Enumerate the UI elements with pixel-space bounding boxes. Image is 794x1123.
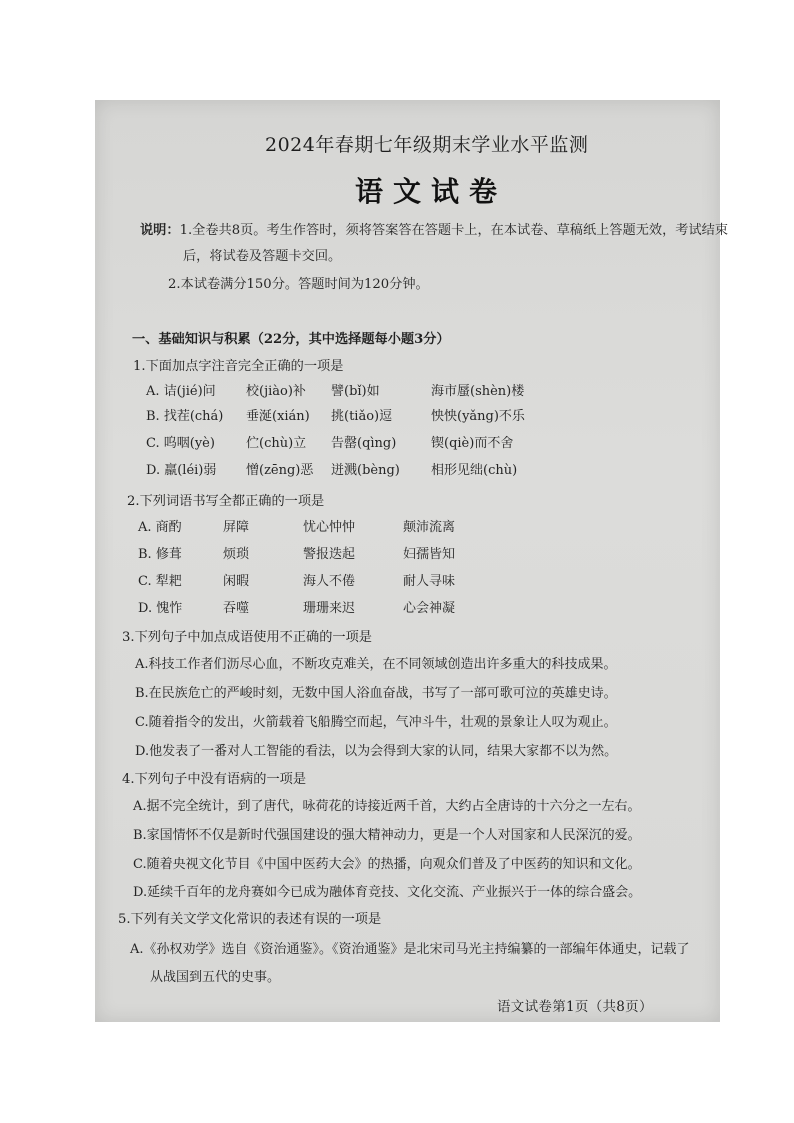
option-cell: C. 犁耙 <box>138 574 182 589</box>
option-cell: 譬(bǐ)如 <box>331 384 380 399</box>
question-3-option-d: D.他发表了一番对人工智能的看法，以为会得到大家的认同，结果大家都不以为然。 <box>135 744 618 759</box>
option-cell: 妇孺皆知 <box>403 547 456 562</box>
option-cell: 颠沛流离 <box>403 520 456 535</box>
question-4-option-d: D.延续千百年的龙舟赛如今已成为融体育竞技、文化交流、产业振兴于一体的综合盛会。 <box>133 885 642 900</box>
question-2-stem: 2.下列词语书写全都正确的一项是 <box>127 494 325 509</box>
option-cell: 心会神凝 <box>403 601 456 616</box>
option-cell: B. 找茬(chá) <box>146 409 224 424</box>
option-cell: 海市蜃(shèn)楼 <box>431 384 525 399</box>
option-cell: 校(jiào)补 <box>246 384 306 399</box>
option-cell: 吞噬 <box>223 601 250 616</box>
option-cell: B. 修葺 <box>138 547 182 562</box>
notes-line-1b: 后，将试卷及答题卡交回。 <box>183 249 342 264</box>
option-cell: 怏怏(yǎng)不乐 <box>431 409 525 424</box>
question-2-option-row <box>138 516 578 543</box>
question-4-option-a: A.据不完全统计，到了唐代，咏荷花的诗接近两千首，大约占全唐诗的十六分之一左右。 <box>133 799 641 814</box>
notes-label: 说明： <box>140 223 180 238</box>
exam-title: 2024年春期七年级期末学业水平监测 <box>265 134 589 156</box>
option-cell: 垂涎(xián) <box>246 409 310 424</box>
question-1-option-row <box>146 380 586 405</box>
option-cell: D. 愧怍 <box>138 601 183 616</box>
option-cell: 憎(zēng)恶 <box>246 463 314 478</box>
question-5-option-a-line-1: A.《孙权劝学》选自《资治通鉴》。《资治通鉴》是北宋司马光主持编纂的一部编年体通史，记载了 <box>130 942 690 957</box>
option-cell: 珊珊来迟 <box>303 601 356 616</box>
option-cell: 海人不倦 <box>303 574 356 589</box>
option-cell: 耐人寻味 <box>403 574 456 589</box>
question-1-option-row <box>146 459 586 486</box>
question-5-stem: 5.下列有关文学文化常识的表述有误的一项是 <box>118 912 382 927</box>
question-3-option-c: C.随着指令的发出，火箭载着飞船腾空而起，气冲斗牛，壮观的景象让人叹为观止。 <box>135 715 617 730</box>
question-3-option-a: A.科技工作者们沥尽心血，不断攻克难关，在不同领域创造出许多重大的科技成果。 <box>135 657 617 672</box>
option-cell: 闲暇 <box>223 574 250 589</box>
option-cell: 烦琐 <box>223 547 250 562</box>
option-cell: 锲(qiè)而不舍 <box>431 436 514 451</box>
paper-subtitle: 语文试卷 <box>355 175 508 208</box>
question-1-options <box>146 380 586 486</box>
option-cell: D. 羸(léi)弱 <box>146 463 217 478</box>
question-2-option-row <box>138 543 578 570</box>
question-4-stem: 4.下列句子中没有语病的一项是 <box>122 772 307 787</box>
question-3-stem: 3.下列句子中加点成语使用不正确的一项是 <box>122 630 372 645</box>
question-4-option-b: B.家国情怀不仅是新时代强国建设的强大精神动力，更是一个人对国家和人民深沉的爱。 <box>133 828 641 843</box>
option-cell: 告罄(qìng) <box>331 436 397 451</box>
option-cell: 伫(chù)立 <box>246 436 307 451</box>
option-cell: 警报迭起 <box>303 547 356 562</box>
question-2-option-row <box>138 597 578 624</box>
section-heading: 一、基础知识与积累（22分，其中选择题每小题3分） <box>132 332 450 347</box>
option-cell: 相形见绌(chù) <box>431 463 518 478</box>
option-cell: A. 商酌 <box>138 520 182 535</box>
question-5-option-a-line-2: 从战国到五代的史事。 <box>150 970 281 985</box>
question-1-option-row <box>146 432 586 459</box>
option-cell: 迸溅(bèng) <box>331 463 400 478</box>
option-cell: A. 诘(jié)问 <box>146 384 216 399</box>
question-3-option-b: B.在民族危亡的严峻时刻，无数中国人浴血奋战，书写了一部可歌可泣的英雄史诗。 <box>135 686 617 701</box>
page-number: 语文试卷第1页（共8页） <box>497 999 653 1015</box>
question-2-option-row <box>138 570 578 597</box>
option-cell: 挑(tiǎo)逗 <box>331 409 393 424</box>
question-1-stem: 1.下面加点字注音完全正确的一项是 <box>133 359 344 374</box>
question-4-option-c: C.随着央视文化节目《中国中医药大会》的热播，向观众们普及了中医药的知识和文化。 <box>133 857 641 872</box>
question-2-options <box>138 516 578 624</box>
notes-text-1: 1.全卷共8页。考生作答时，须将答案答在答题卡上，在本试卷、草稿纸上答题无效，考试结束 <box>179 223 729 238</box>
notes-line-2: 2.本试卷满分150分。答题时间为120分钟。 <box>168 277 429 292</box>
notes-line-1 <box>140 219 728 238</box>
question-1-option-row <box>146 405 586 432</box>
option-cell: 忧心忡忡 <box>303 520 356 535</box>
option-cell: C. 呜咽(yè) <box>146 436 215 451</box>
option-cell: 屏障 <box>223 520 250 535</box>
